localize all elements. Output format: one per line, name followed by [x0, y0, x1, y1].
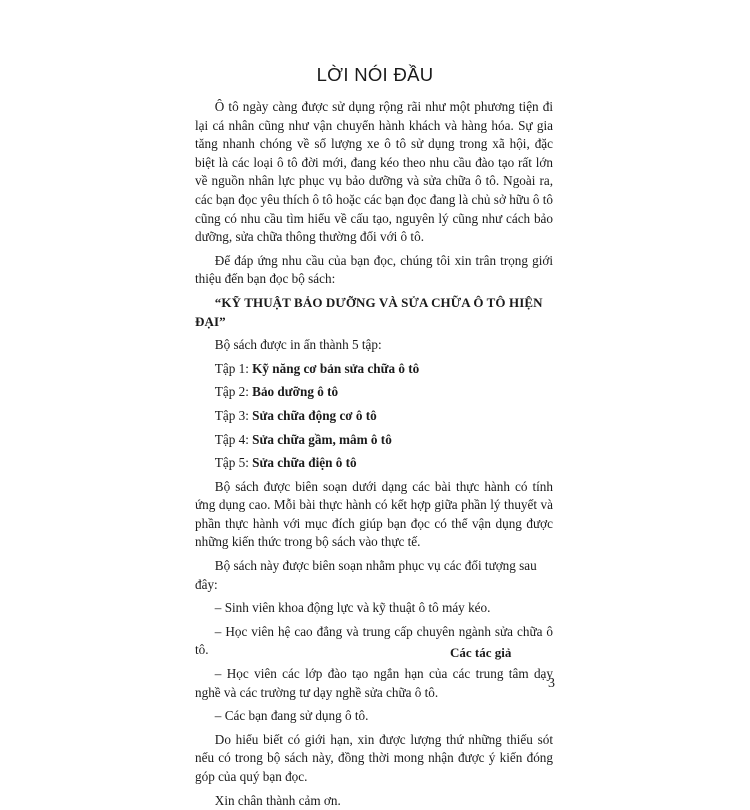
volume-name: Sửa chữa gầm, mâm ô tô [252, 431, 392, 447]
paragraph-intro: Ô tô ngày càng được sử dụng rộng rãi như một phương tiện đi lại cá nhân cũng như vận chuyển hành khách và hàng hóa. Sự gia tăng nhanh chóng về số lượng xe ô tô sử dụng trong xã hội, đặc biệt là các loại ô tô đời mới, đang kéo theo nhu cầu đào tạo rất lớn về nguồn nhân lực phục vụ bảo dưỡng và sửa chữa ô tô. Ngoài ra, các bạn đọc yêu thích ô tô hoặc các bạn đọc đang là chủ sở hữu ô tô cũng có nhu cầu tìm hiểu về cấu tạo, nguyên lý cũng như cách bảo dưỡng, sửa chữa thông thường đối với ô tô. [195, 99, 553, 245]
volume-label: Tập 5: [214, 455, 253, 471]
volume-label: Tập 2: [214, 384, 253, 400]
volume-label: Tập 1: [214, 360, 253, 376]
volume-item [195, 383, 553, 402]
paragraph-volumes-intro: Bộ sách được in ấn thành 5 tập: [214, 337, 382, 353]
audience-item: – Học viên các lớp đào tạo ngắn hạn của các trung tâm dạy nghề và các trường tư dạy nghề sửa chữa ô tô. [195, 666, 553, 700]
volume-label: Tập 4: [214, 431, 253, 447]
book-series-title-text: “KỸ THUẬT BẢO DƯỠNG VÀ SỬA CHỮA Ô TÔ HIỆN ĐẠI” [195, 294, 543, 329]
volume-name: Sửa chữa động cơ ô tô [252, 407, 377, 423]
audience-item: – Sinh viên khoa động lực và kỹ thuật ô tô máy kéo. [214, 600, 491, 616]
volume-item [195, 454, 553, 473]
volume-name: Sửa chữa điện ô tô [252, 455, 357, 471]
volume-item [195, 360, 553, 379]
paragraph-limitations: Do hiểu biết có giới hạn, xin được lượng thứ những thiếu sót nếu có trong bộ sách này, đồng thời mong nhận được ý kiến đóng góp của quý bạn đọc. [195, 731, 553, 784]
audience-item: – Các bạn đang sử dụng ô tô. [214, 708, 369, 724]
book-series-title [195, 294, 553, 331]
volume-label: Tập 3: [214, 407, 253, 423]
page-title: LỜI NÓI ĐẦU [316, 64, 434, 85]
volume-item [195, 407, 553, 426]
author-signature: Các tác giả [450, 645, 512, 660]
paragraph-compiled: Bộ sách được biên soạn dưới dạng các bài thực hành có tính ứng dụng cao. Mỗi bài thực hành có kết hợp giữa phần lý thuyết và phần thực hành với mục đích giúp bạn đọc có thể vận dụng được những kiến thức trong bộ sách vào thực tế. [195, 478, 553, 550]
volume-item [195, 431, 553, 450]
preface-body [195, 98, 553, 810]
paragraph-thanks: Xin chân thành cảm ơn. [214, 792, 341, 808]
paragraph-response: Để đáp ứng nhu cầu của bạn đọc, chúng tôi xin trân trọng giới thiệu đến bạn đọc bộ sách: [195, 252, 553, 287]
volume-name: Bảo dưỡng ô tô [252, 384, 339, 400]
page-number: 3 [548, 676, 555, 691]
paragraph-audience-intro: Bộ sách này được biên soạn nhằm phục vụ các đối tượng sau đây: [195, 558, 537, 592]
volume-name: Kỹ năng cơ bản sửa chữa ô tô [252, 360, 420, 376]
audience-item: – Học viên hệ cao đẳng và trung cấp chuyên ngành sửa chữa ô tô. [195, 623, 553, 658]
